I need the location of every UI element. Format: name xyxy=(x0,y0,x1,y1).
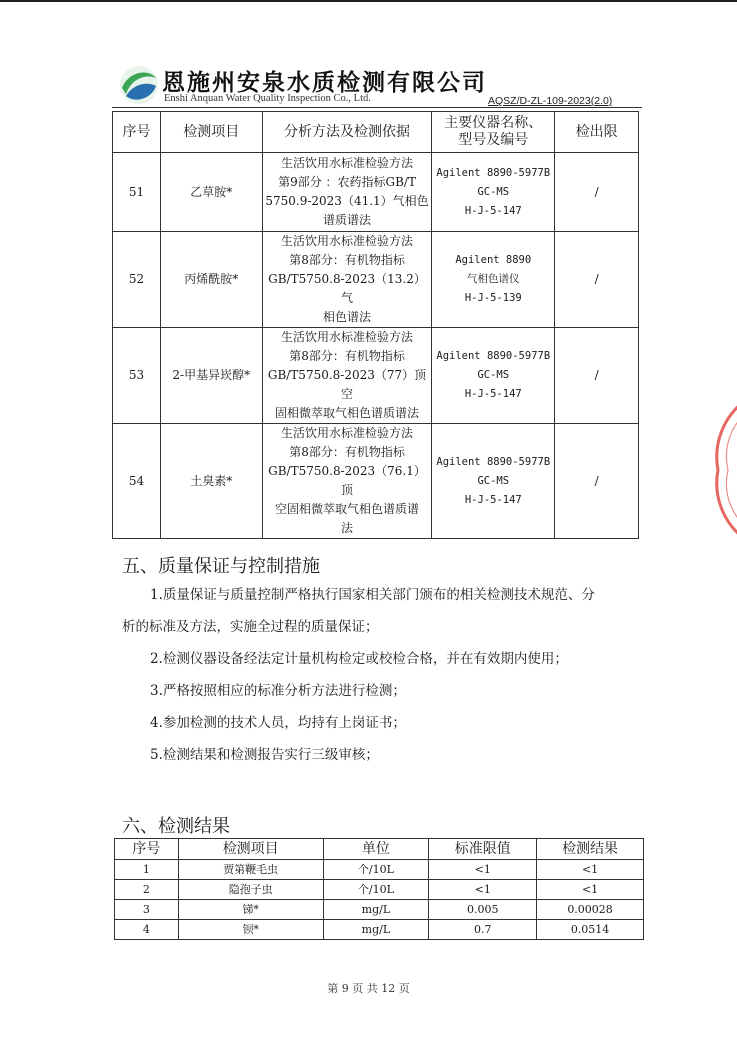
quality-item-3: 3.严格按照相应的标准分析方法进行检测； xyxy=(150,683,406,699)
method-cell xyxy=(262,424,432,539)
unit: 个/10L xyxy=(323,860,429,880)
header-cell: 序号 xyxy=(113,112,161,153)
method-line: GB/T5750.8-2023（76.1）顶 xyxy=(268,464,426,497)
method-line: 第9部分 ：农药指标GB/T xyxy=(278,175,416,189)
method-cell xyxy=(262,232,432,328)
quality-item-2: 2.检测仪器设备经法定计量机构检定或校检合格，并在有效期内使用； xyxy=(150,651,568,667)
table-row xyxy=(113,328,639,424)
method-cell xyxy=(262,328,432,424)
instrument-cell xyxy=(432,328,555,424)
instrument-line: GC-MS xyxy=(477,369,510,381)
page-number: 第 9 页 共 12 页 xyxy=(327,982,410,995)
test-result: <1 xyxy=(537,860,644,880)
standard-limit: <1 xyxy=(429,880,537,900)
row-number: 53 xyxy=(113,328,161,424)
detection-limit: / xyxy=(555,153,639,232)
top-border xyxy=(0,0,737,2)
company-name-cn: 恩施州安泉水质检测有限公司 xyxy=(162,69,487,96)
table-row xyxy=(115,880,644,900)
standard-limit: 0.7 xyxy=(429,920,537,940)
unit: mg/L xyxy=(323,920,429,940)
table-row xyxy=(115,920,644,940)
detection-limit: / xyxy=(555,328,639,424)
row-number: 2 xyxy=(115,880,179,900)
row-number: 4 xyxy=(115,920,179,940)
method-line: 谱质谱法 xyxy=(323,213,372,227)
method-line: 生活饮用水标准检验方法 xyxy=(281,330,414,344)
header-cell: 检测结果 xyxy=(537,839,644,860)
instrument-line: GC-MS xyxy=(477,474,510,487)
header-cell: 检出限 xyxy=(555,112,639,153)
test-item: 乙草胺* xyxy=(160,153,262,232)
header-cell: 标准限值 xyxy=(429,839,537,860)
test-item: 贾第鞭毛虫 xyxy=(178,860,323,880)
instrument-line: 气相色谱仪 xyxy=(467,273,520,285)
table-row xyxy=(113,232,639,328)
test-result: 0.0514 xyxy=(537,920,644,940)
table-row xyxy=(115,900,644,920)
standard-limit: <1 xyxy=(429,860,537,880)
method-cell xyxy=(262,153,432,232)
results-table xyxy=(114,838,644,940)
company-name-en: Enshi Anquan Water Quality Inspection Co., Ltd. xyxy=(164,93,371,104)
method-line: 相色谱法 xyxy=(323,310,372,324)
table-row xyxy=(113,153,639,232)
header-cell: 序号 xyxy=(115,839,179,860)
row-number: 52 xyxy=(113,232,161,328)
results-table-header xyxy=(115,839,644,860)
method-line: 5750.9-2023（41.1）气相色 xyxy=(265,194,429,208)
method-line: 生活饮用水标准检验方法 xyxy=(281,426,414,440)
document-code: AQSZ/D-ZL-109-2023(2.0) xyxy=(488,95,613,107)
row-number: 54 xyxy=(113,424,161,539)
instrument-cell xyxy=(432,424,555,539)
instrument-line: Agilent 8890 xyxy=(455,254,532,266)
row-number: 1 xyxy=(115,860,179,880)
section-title-results: 六、检测结果 xyxy=(122,816,230,837)
test-item: 隐孢子虫 xyxy=(178,880,323,900)
method-line: 生活饮用水标准检验方法 xyxy=(281,234,414,248)
instrument-cell xyxy=(432,153,555,232)
quality-item-1: 1.质量保证与质量控制严格执行国家相关部门颁布的相关检测技术规范、分 xyxy=(150,587,595,603)
method-line: 固相微萃取气相色谱质谱法 xyxy=(275,406,420,420)
method-line: GB/T5750.8-2023（77）顶空 xyxy=(267,368,427,401)
table-row xyxy=(113,424,639,539)
detection-limit: / xyxy=(555,424,639,539)
instrument-line: Agilent 8890-5977B xyxy=(436,455,551,468)
instrument-cell xyxy=(432,232,555,328)
test-item: 2-甲基异崁醇* xyxy=(160,328,262,424)
instrument-line: Agilent 8890-5977B xyxy=(436,166,551,179)
method-line: 第8部分：有机物指标 xyxy=(289,349,405,363)
standard-limit: 0.005 xyxy=(429,900,537,920)
test-item: 土臭素* xyxy=(160,424,262,539)
row-number: 3 xyxy=(115,900,179,920)
header-cell: 检测项目 xyxy=(178,839,323,860)
method-line: 空固相微萃取气相色谱质谱 xyxy=(275,502,420,516)
instrument-line: H-J-5-147 xyxy=(464,493,522,506)
instrument-line: H-J-5-139 xyxy=(464,292,522,304)
quality-item-5: 5.检测结果和检测报告实行三级审核； xyxy=(150,747,379,763)
test-item: 钡* xyxy=(178,920,323,940)
header-cell: 分析方法及检测依据 xyxy=(262,112,432,153)
company-logo xyxy=(118,64,160,106)
section-title-quality: 五、质量保证与控制措施 xyxy=(122,556,320,577)
header-rule xyxy=(112,107,642,108)
detection-limit: / xyxy=(555,232,639,328)
test-item: 丙烯酰胺* xyxy=(160,232,262,328)
seal-stamp-fragment xyxy=(706,395,737,545)
row-number: 51 xyxy=(113,153,161,232)
instrument-line: Agilent 8890-5977B xyxy=(436,350,551,362)
header-cell: 检测项目 xyxy=(160,112,262,153)
unit: 个/10L xyxy=(323,880,429,900)
method-line: 第8部分：有机物指标 xyxy=(289,253,405,267)
test-result: 0.00028 xyxy=(537,900,644,920)
method-table-header xyxy=(113,112,639,153)
quality-item-4: 4.参加检测的技术人员，均持有上岗证书； xyxy=(150,715,406,731)
header-cell: 单位 xyxy=(323,839,429,860)
instrument-line: GC-MS xyxy=(477,185,510,198)
method-line: 第8部分：有机物指标 xyxy=(289,445,405,459)
header-cell xyxy=(432,112,555,153)
instrument-line: H-J-5-147 xyxy=(464,388,522,400)
method-line: 法 xyxy=(341,521,354,535)
method-table xyxy=(112,111,639,539)
table-row xyxy=(115,860,644,880)
instrument-line: H-J-5-147 xyxy=(464,204,522,217)
method-line: 生活饮用水标准检验方法 xyxy=(281,156,414,170)
header-text: 主要仪器名称、型号及编号 xyxy=(444,115,543,148)
method-line: GB/T5750.8-2023（13.2）气 xyxy=(268,272,426,305)
unit: mg/L xyxy=(323,900,429,920)
test-result: <1 xyxy=(537,880,644,900)
test-item: 锑* xyxy=(178,900,323,920)
quality-item-1-cont: 析的标准及方法，实施全过程的质量保证； xyxy=(122,619,379,635)
